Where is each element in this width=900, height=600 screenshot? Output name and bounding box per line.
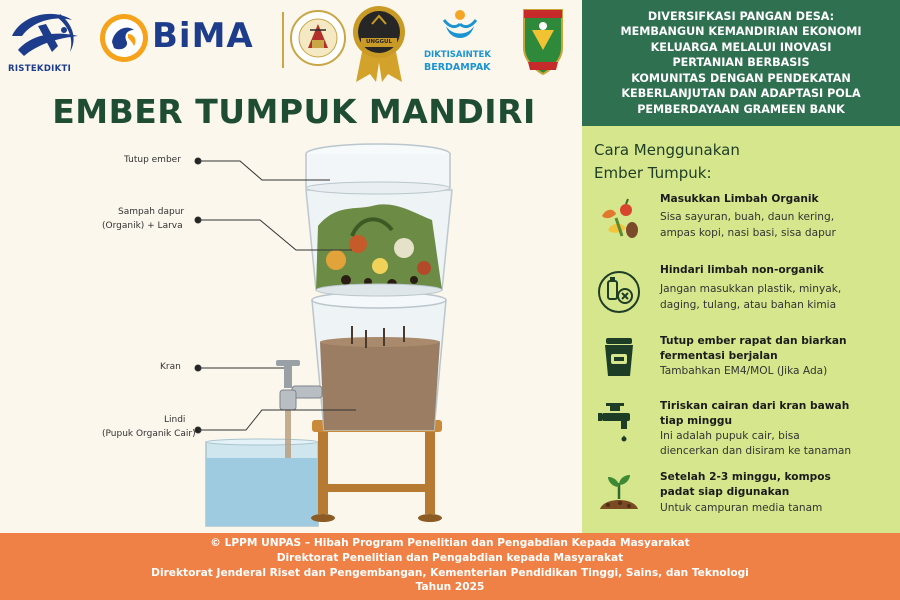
step-1-heading: Masukkan Limbah Organik [660, 193, 819, 205]
project-header [582, 0, 900, 126]
diktisaintek-wordmark: DIKTISAINTEK [424, 50, 491, 60]
logo-strip [0, 0, 582, 88]
footer-copyright: © LPPM UNPAS – Hibah Program Penelitian dan Pengabdian Kepada Masyarakat [210, 537, 690, 549]
project-title-line-6: KEBERLANJUTAN DAN ADAPTASI POLA [621, 87, 861, 101]
step-2-desc-1: Jangan masukkan plastik, minyak, [660, 283, 842, 295]
compost-sprout-icon [596, 469, 642, 515]
project-title-line-5: KOMUNITAS DENGAN PENDEKATAN [631, 71, 851, 85]
howto-step-5 [582, 469, 900, 529]
footer-year: Tahun 2025 [415, 581, 485, 594]
ristekdikti-logo [8, 6, 88, 64]
step-4-desc-1: Ini adalah pupuk cair, bisa [660, 430, 800, 442]
label-leachate-2: (Pupuk Organik Cair) [102, 429, 196, 439]
step-1-desc-1: Sisa sayuran, buah, daun kering, [660, 211, 835, 223]
howto-step-3 [582, 332, 900, 388]
ristekdikti-wordmark: RISTEKDIKTI [8, 64, 72, 74]
bucket-diagram [0, 140, 582, 533]
stacked-bucket-illustration [0, 140, 582, 533]
step-4-desc-2: diencerkan dan disiram ke tanaman [660, 445, 852, 457]
project-title-line-4: PERTANIAN BERBASIS [672, 56, 810, 70]
howto-step-2 [582, 263, 900, 323]
howto-step-4 [582, 399, 900, 459]
project-title-line-2: MEMBANGUN KEMANDIRIAN EKONOMI [620, 25, 862, 39]
step-1-desc-2: ampas kopi, nasi basi, sisa dapur [660, 227, 836, 239]
step-4-heading-1: Tiriskan cairan dari kran bawah [660, 400, 850, 412]
step-2-desc-2: daging, tulang, atau bahan kimia [660, 299, 837, 311]
howto-title-line-1: Cara Menggunakan [594, 141, 740, 159]
howto-step-1 [582, 192, 900, 252]
unpas-crest-icon [290, 8, 346, 68]
collection-tub [206, 439, 318, 526]
logo-divider [282, 12, 284, 68]
label-tap: Kran [160, 362, 181, 372]
footer-directorate: Direktorat Penelitian dan Pengabdian kepada Masyarakat [276, 551, 624, 564]
step-3-desc-1: Tambahkan EM4/MOL (Jika Ada) [660, 365, 828, 377]
bima-emblem-icon [98, 12, 150, 64]
step-5-heading-2: padat siap digunakan [660, 486, 790, 498]
step-3-heading-1: Tutup ember rapat dan biarkan [660, 335, 847, 347]
project-title-line-3: KELUARGA MELALUI INOVASI [650, 40, 832, 54]
diktisaintek-logo [440, 6, 480, 50]
organic-waste-icon [596, 196, 642, 242]
faucet-icon [596, 399, 642, 445]
lower-bucket [312, 292, 446, 430]
footer [0, 533, 900, 600]
project-title-line-1: DIVERSIFKASI PANGAN DESA: [647, 10, 835, 23]
label-leachate-1: Lindi [164, 415, 186, 425]
label-waste-1: Sampah dapur [118, 207, 185, 217]
main-title: EMBER TUMPUK MANDIRI [52, 92, 536, 131]
label-lid: Tutup ember [124, 155, 181, 165]
no-inorganic-icon [596, 269, 642, 315]
step-5-heading-1: Setelah 2-3 minggu, kompos [660, 471, 831, 483]
bima-wordmark: BiMA [152, 16, 254, 56]
regency-crest-icon [520, 4, 566, 78]
wooden-stand [311, 420, 442, 522]
howto-title [594, 139, 740, 184]
bucket-lid [306, 144, 450, 194]
label-waste-2: (Organik) + Larva [102, 221, 183, 231]
unggul-badge-text: UNGGUL [365, 39, 393, 45]
berdampak-wordmark: BERDAMPAK [424, 62, 491, 73]
project-title-line-7: PEMBERDAYAAN GRAMEEN BANK [637, 102, 845, 116]
step-5-desc-1: Untuk campuran media tanam [660, 502, 823, 514]
sealed-bucket-icon [596, 334, 642, 380]
step-3-heading-2: fermentasi berjalan [660, 350, 778, 362]
step-4-heading-2: tiap minggu [660, 415, 733, 427]
upper-bucket [306, 190, 452, 296]
howto-title-line-2: Ember Tumpuk: [594, 163, 712, 182]
step-2-heading: Hindari limbah non-organik [660, 264, 824, 276]
howto-panel [582, 126, 900, 533]
footer-ministry: Direktorat Jenderal Riset dan Pengembangan, Kementerian Pendidikan Tinggi, Sains, dan Teknologi [151, 566, 749, 579]
